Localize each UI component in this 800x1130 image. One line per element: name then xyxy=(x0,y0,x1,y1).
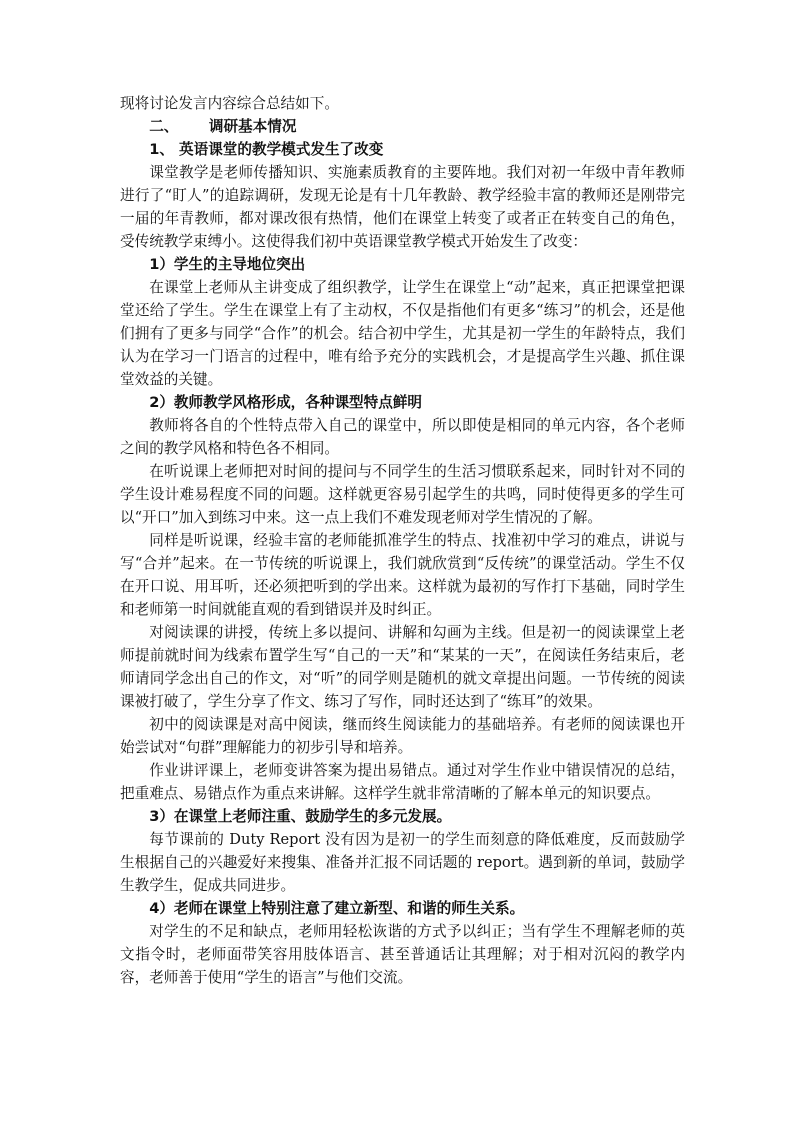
paragraph: 教师将各自的个性特点带入自己的课堂中，所以即使是相同的单元内容，各个老师之间的教学风格和特色各不相同。 xyxy=(120,417,685,457)
document-page xyxy=(120,92,685,989)
point-heading: 2）教师教学风格形成，各种课型特点鲜明 xyxy=(149,394,423,411)
intro-text: 现将讨论发言内容综合总结如下。 xyxy=(120,95,339,112)
paragraph: 对学生的不足和缺点，老师用轻松诙谐的方式予以纠正；当有学生不理解老师的英文指令时，老师面带笑容用肢体语言、甚至普通话让其理解；对于相对沉闷的教学内容，老师善于使用“学生的语言”与他们交流。 xyxy=(120,923,685,986)
paragraph: 对阅读课的讲授，传统上多以提问、讲解和勾画为主线。但是初一的阅读课堂上老师提前就时间为线索布置学生写“自己的一天”和“某某的一天”，在阅读任务结束后，老师请同学念出自己的作文，对“听”的同学则是随机的就文章提出问题。一节传统的阅读课被打破了，学生分享了作文、练习了写作，同时还达到了“练耳”的效果。 xyxy=(120,624,685,710)
subsection-heading: 1、 英语课堂的教学模式发生了改变 xyxy=(149,141,384,158)
point-heading: 4）老师在课堂上特别注意了建立新型、和谐的师生关系。 xyxy=(149,900,525,917)
section-heading: 二、 调研基本情况 xyxy=(149,118,297,135)
paragraph: 在听说课上老师把对时间的提问与不同学生的生活习惯联系起来，同时针对不同的学生设计难易程度不同的问题。这样就更容易引起学生的共鸣，同时使得更多的学生可以“开口”加入到练习中来。这一点上我们不难发现老师对学生情况的了解。 xyxy=(120,463,685,526)
paragraph: 初中的阅读课是对高中阅读，继而终生阅读能力的基础培养。有老师的阅读课也开始尝试对“句群”理解能力的初步引导和培养。 xyxy=(120,716,685,756)
paragraph: 课堂教学是老师传播知识、实施素质教育的主要阵地。我们对初一年级中青年教师进行了“盯人”的追踪调研，发现无论是有十几年教龄、教学经验丰富的教师还是刚带完一届的年青教师，都对课改很有热情，他们在课堂上转变了或者正在转变自己的角色，受传统教学束缚小。这使得我们初中英语课堂教学模式开始发生了改变： xyxy=(120,164,685,250)
paragraph: 在课堂上老师从主讲变成了组织教学，让学生在课堂上“动”起来，真正把课堂把课堂还给了学生。学生在课堂上有了主动权，不仅是指他们有更多“练习”的机会，还是他们拥有了更多与同学“合作”的机会。结合初中学生，尤其是初一学生的年龄特点，我们认为在学习一门语言的过程中，唯有给予充分的实践机会，才是提高学生兴趣、抓住课堂效益的关键。 xyxy=(120,279,685,388)
paragraph: 同样是听说课，经验丰富的老师能抓准学生的特点、找准初中学习的难点，讲说与写“合并”起来。在一节传统的听说课上，我们就欣赏到“反传统”的课堂活动。学生不仅在开口说、用耳听，还必须把听到的学出来。这样就为最初的写作打下基础，同时学生和老师第一时间就能直观的看到错误并及时纠正。 xyxy=(120,532,685,618)
point-heading: 3）在课堂上老师注重、鼓励学生的多元发展。 xyxy=(149,808,452,825)
paragraph: 每节课前的 Duty Report 没有因为是初一的学生而刻意的降低难度，反而鼓励学生根据自己的兴趣爱好来搜集、准备并汇报不同话题的 report。遇到新的单词，鼓励学生教学生，促成共同进步。 xyxy=(120,831,685,894)
point-heading: 1）学生的主导地位突出 xyxy=(149,256,306,273)
paragraph: 作业讲评课上，老师变讲答案为提出易错点。通过对学生作业中错误情况的总结，把重难点、易错点作为重点来讲解。这样学生就非常清晰的了解本单元的知识要点。 xyxy=(120,762,685,802)
